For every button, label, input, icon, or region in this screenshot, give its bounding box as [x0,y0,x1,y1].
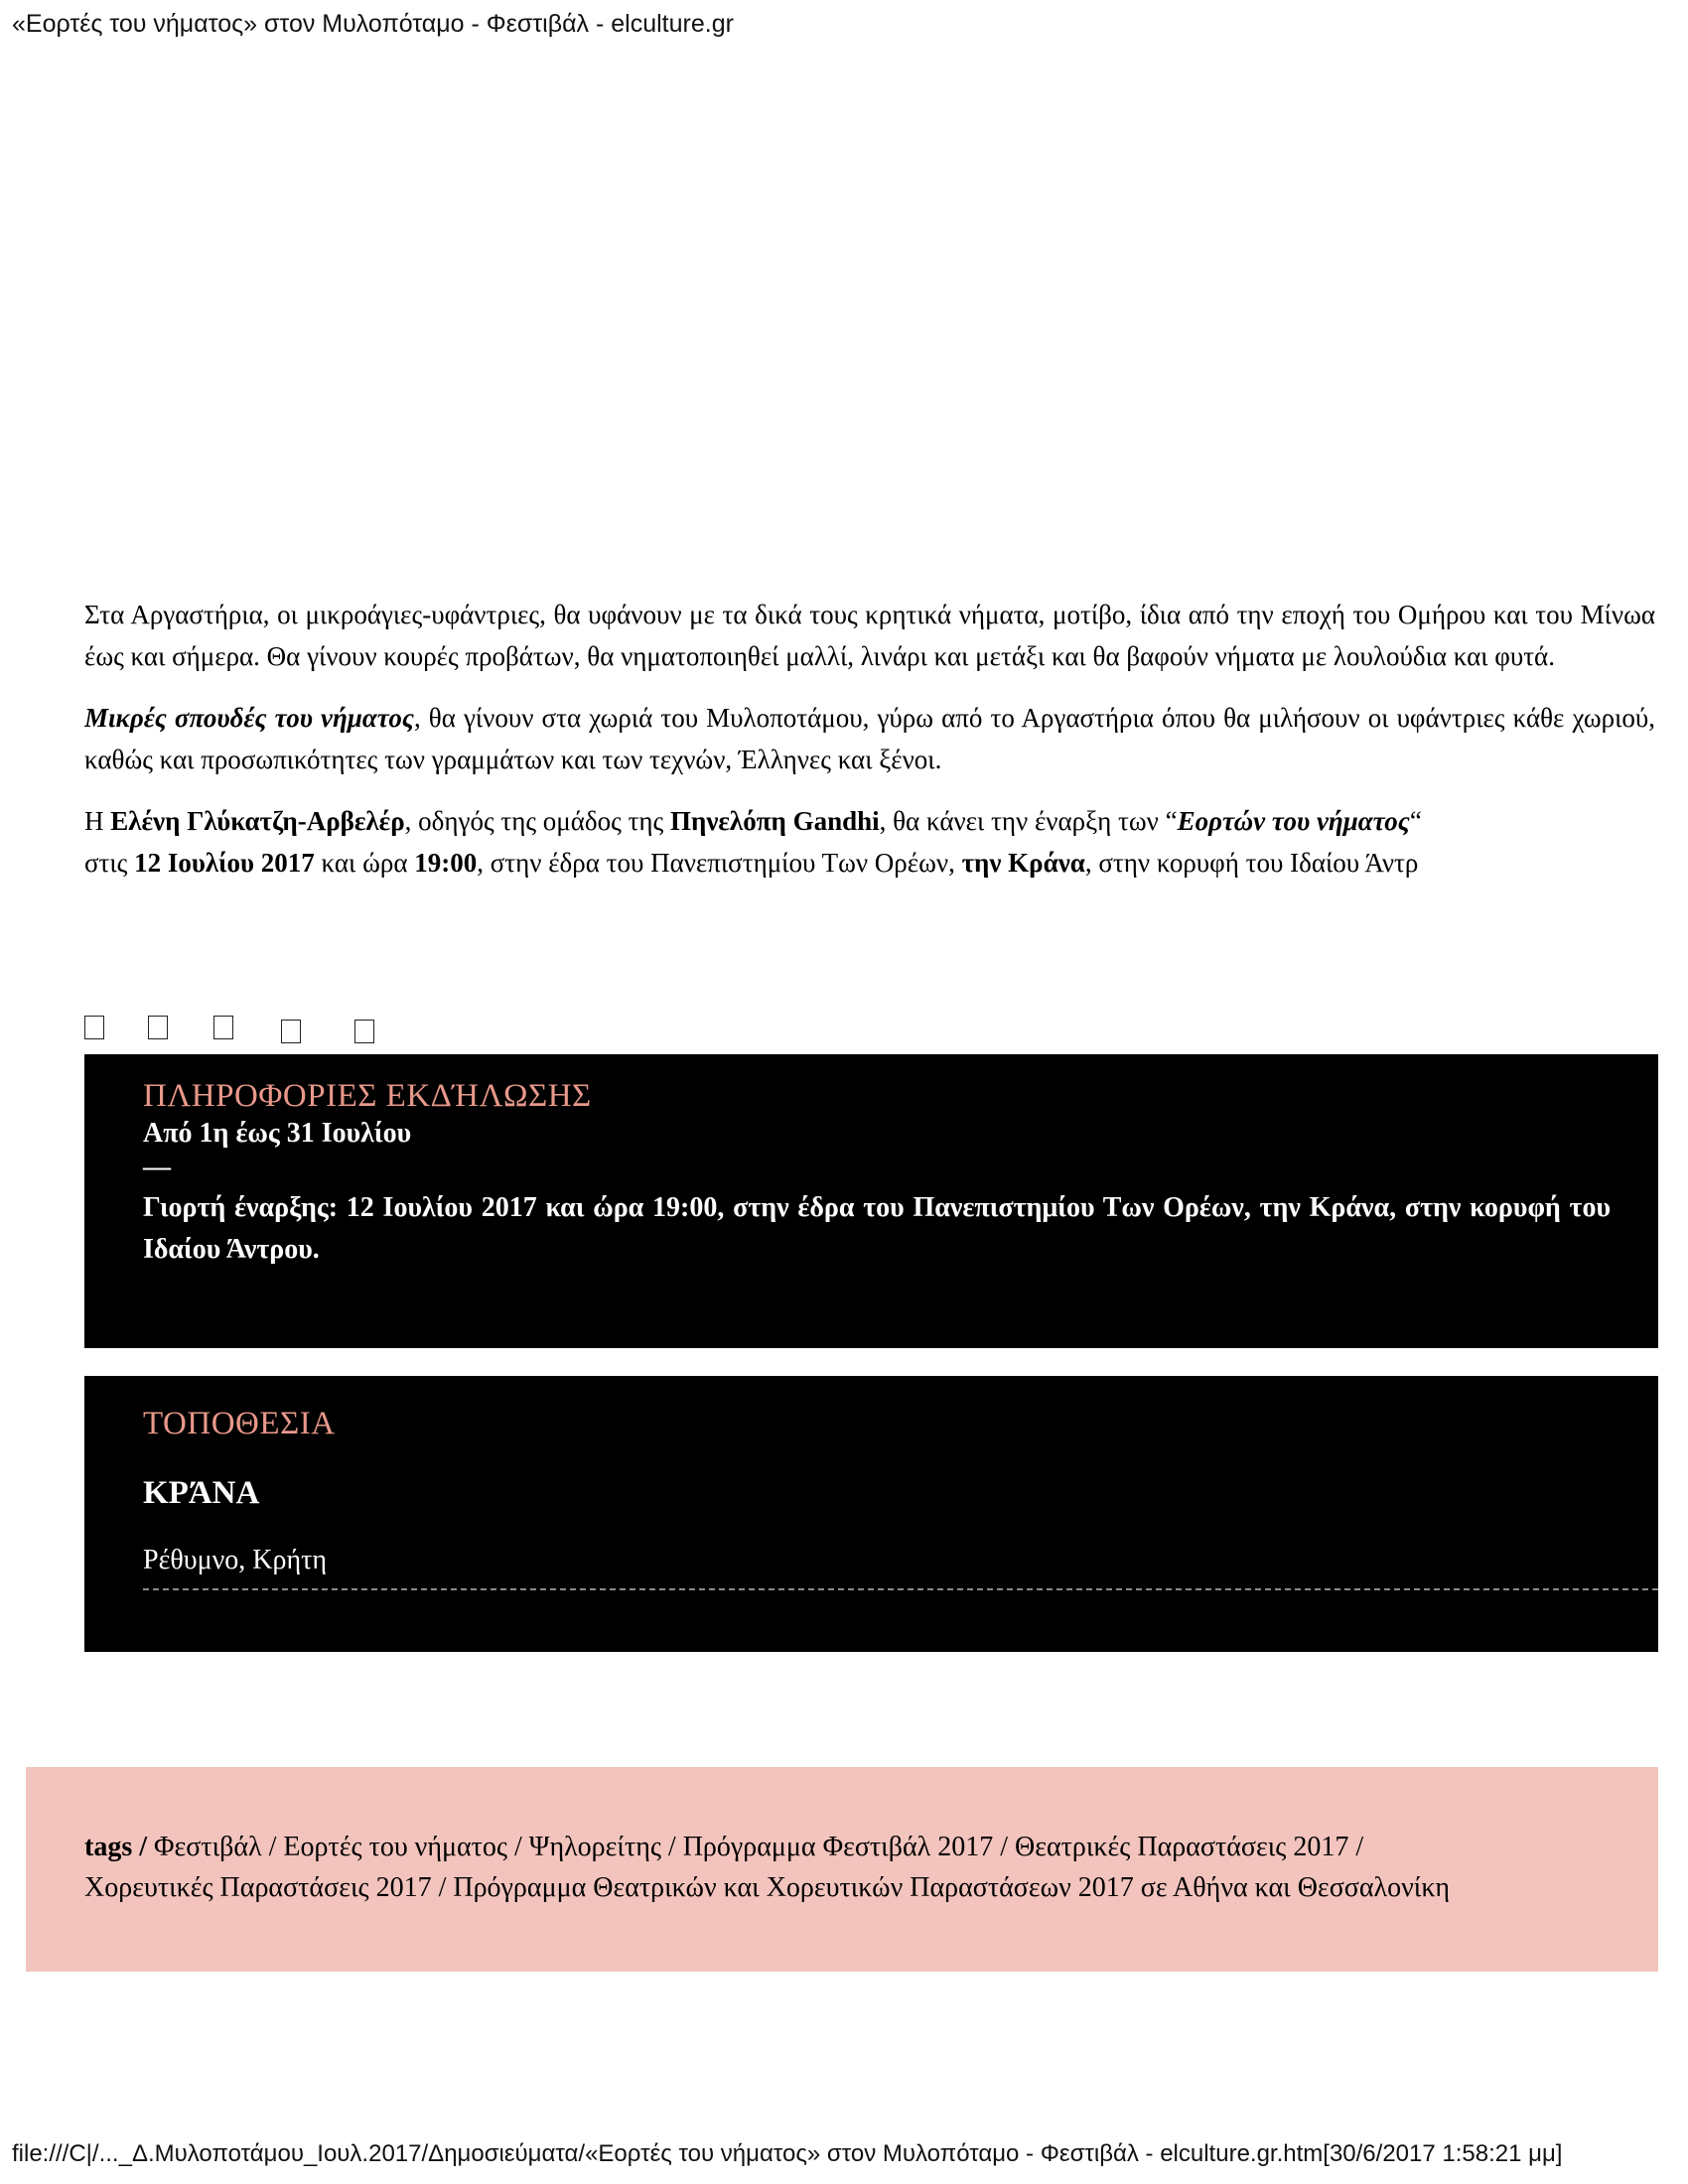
share-icon-2[interactable] [148,1016,168,1039]
tag-link[interactable]: Πρόγραμμα Θεατρικών και Χορευτικών Παραστάσεων 2017 σε Αθήνα και Θεσσαλονίκη [453,1872,1451,1903]
event-info-panel [84,1054,1658,1348]
name-arveler: Ελένη Γλύκατζη-Αρβελέρ [110,806,405,836]
dashed-divider [143,1588,1658,1590]
location-address: Ρέθυμνο, Κρήτη [143,1545,328,1575]
tag-link[interactable]: Φεστιβάλ [154,1832,262,1862]
tags-label: tags / [84,1832,147,1862]
print-footer-path: file:///C|/..._Δ.Μυλοποτάμου_Ιουλ.2017/Δημοσιεύματα/«Εορτές του νήματος» στον Μυλοπόταμο - Φεστιβάλ - elculture.gr.htm[30/6/2017 1:58:21 μμ] [12,2140,1563,2167]
event-opening: Γιορτή έναρξης: 12 Ιουλίου 2017 και ώρα 19:00, στην έδρα του Πανεπιστημίου Των Ορέων, την Κράνα, στην κορυφή του Ιδαίου Άντρου. [143,1192,1611,1265]
opening-date: 12 Ιουλίου 2017 [134,848,315,878]
tag-link[interactable]: Ψηλορείτης [528,1832,661,1862]
article-body [84,594,1655,903]
tag-link[interactable]: Χορευτικές Παραστάσεις 2017 [84,1872,432,1903]
emphasis-small-studies: Μικρές σπουδές του νήματος [84,703,414,733]
tags-line-1: tags / Φεστιβάλ / Εορτές του νήματος / Ψηλορείτης / Πρόγραμμα Φεστιβάλ 2017 / Θεατρικές Παραστάσεις 2017 / [84,1832,1364,1862]
paragraph-workshops: Στα Αργαστήρια, οι μικροάγιες-υφάντριες, θα υφάνουν με τα δικά τους κρητικά νήματα, μοτίβο, ίδια από την εποχή του Ομήρου και του Μίνωα έως και σήμερα. Θα γίνουν κουρές προβάτων, θα νηματοποιηθεί μαλλί, λινάρι και μετάξι και θα βαφούν νήματα με λουλούδια και φυτά. [84,600,1655,671]
tags-line-2: Χορευτικές Παραστάσεις 2017 / Πρόγραμμα Θεατρικών και Χορευτικών Παραστάσεων 2017 σε Αθήνα και Θεσσαλονίκη [84,1872,1451,1903]
location-heading: ΤΟΠΟΘΕΣΙΑ [143,1406,336,1441]
print-header-title: «Εορτές του νήματος» στον Μυλοπόταμο - Φεστιβάλ - elculture.gr [12,10,734,38]
location-panel [84,1376,1658,1652]
tag-link[interactable]: Πρόγραμμα Φεστιβάλ 2017 [682,1832,994,1862]
paragraph-opening-cont: στις 12 Ιουλίου 2017 και ώρα 19:00, στην έδρα του Πανεπιστημίου Των Ορέων, την Κράνα, στην κορυφή του Ιδαίου Άντρ [84,848,1419,878]
share-icon-4[interactable] [281,1020,301,1043]
share-icon-5[interactable] [354,1020,374,1043]
location-name[interactable]: ΚΡΆΝΑ [143,1475,260,1511]
place-krana: την Κράνα [961,848,1085,878]
event-dash: — [143,1152,171,1182]
share-icon-1[interactable] [84,1016,104,1039]
paragraph-opening: Η Ελένη Γλύκατζη-Αρβελέρ, οδηγός της ομάδος της Πηνελόπη Gandhi, θα κάνει την έναρξη των “Εορτών του νήματος“ [84,806,1422,836]
name-gandhi: Πηνελόπη Gandhi [670,806,880,836]
opening-time: 19:00 [414,848,478,878]
event-dates: Από 1η έως 31 Ιουλίου [143,1118,412,1149]
tags-panel [26,1767,1658,1972]
tag-link[interactable]: Εορτές του νήματος [283,1832,508,1862]
festival-name: Εορτών του νήματος [1177,806,1410,836]
tag-link[interactable]: Θεατρικές Παραστάσεις 2017 [1014,1832,1349,1862]
event-info-heading: ΠΛΗΡΟΦΟΡΙΕΣ ΕΚΔΉΛΩΣΗΣ [143,1078,592,1114]
share-icon-3[interactable] [213,1016,233,1039]
paragraph-small-studies: Μικρές σπουδές του νήματος, θα γίνουν στα χωριά του Μυλοποτάμου, γύρω από το Αργαστήρια όπου θα μιλήσουν οι υφάντριες κάθε χωριού, καθώς και προσωπικότητες των γραμμάτων και των τεχνών, Έλληνες και ξένοι. [84,703,1655,774]
